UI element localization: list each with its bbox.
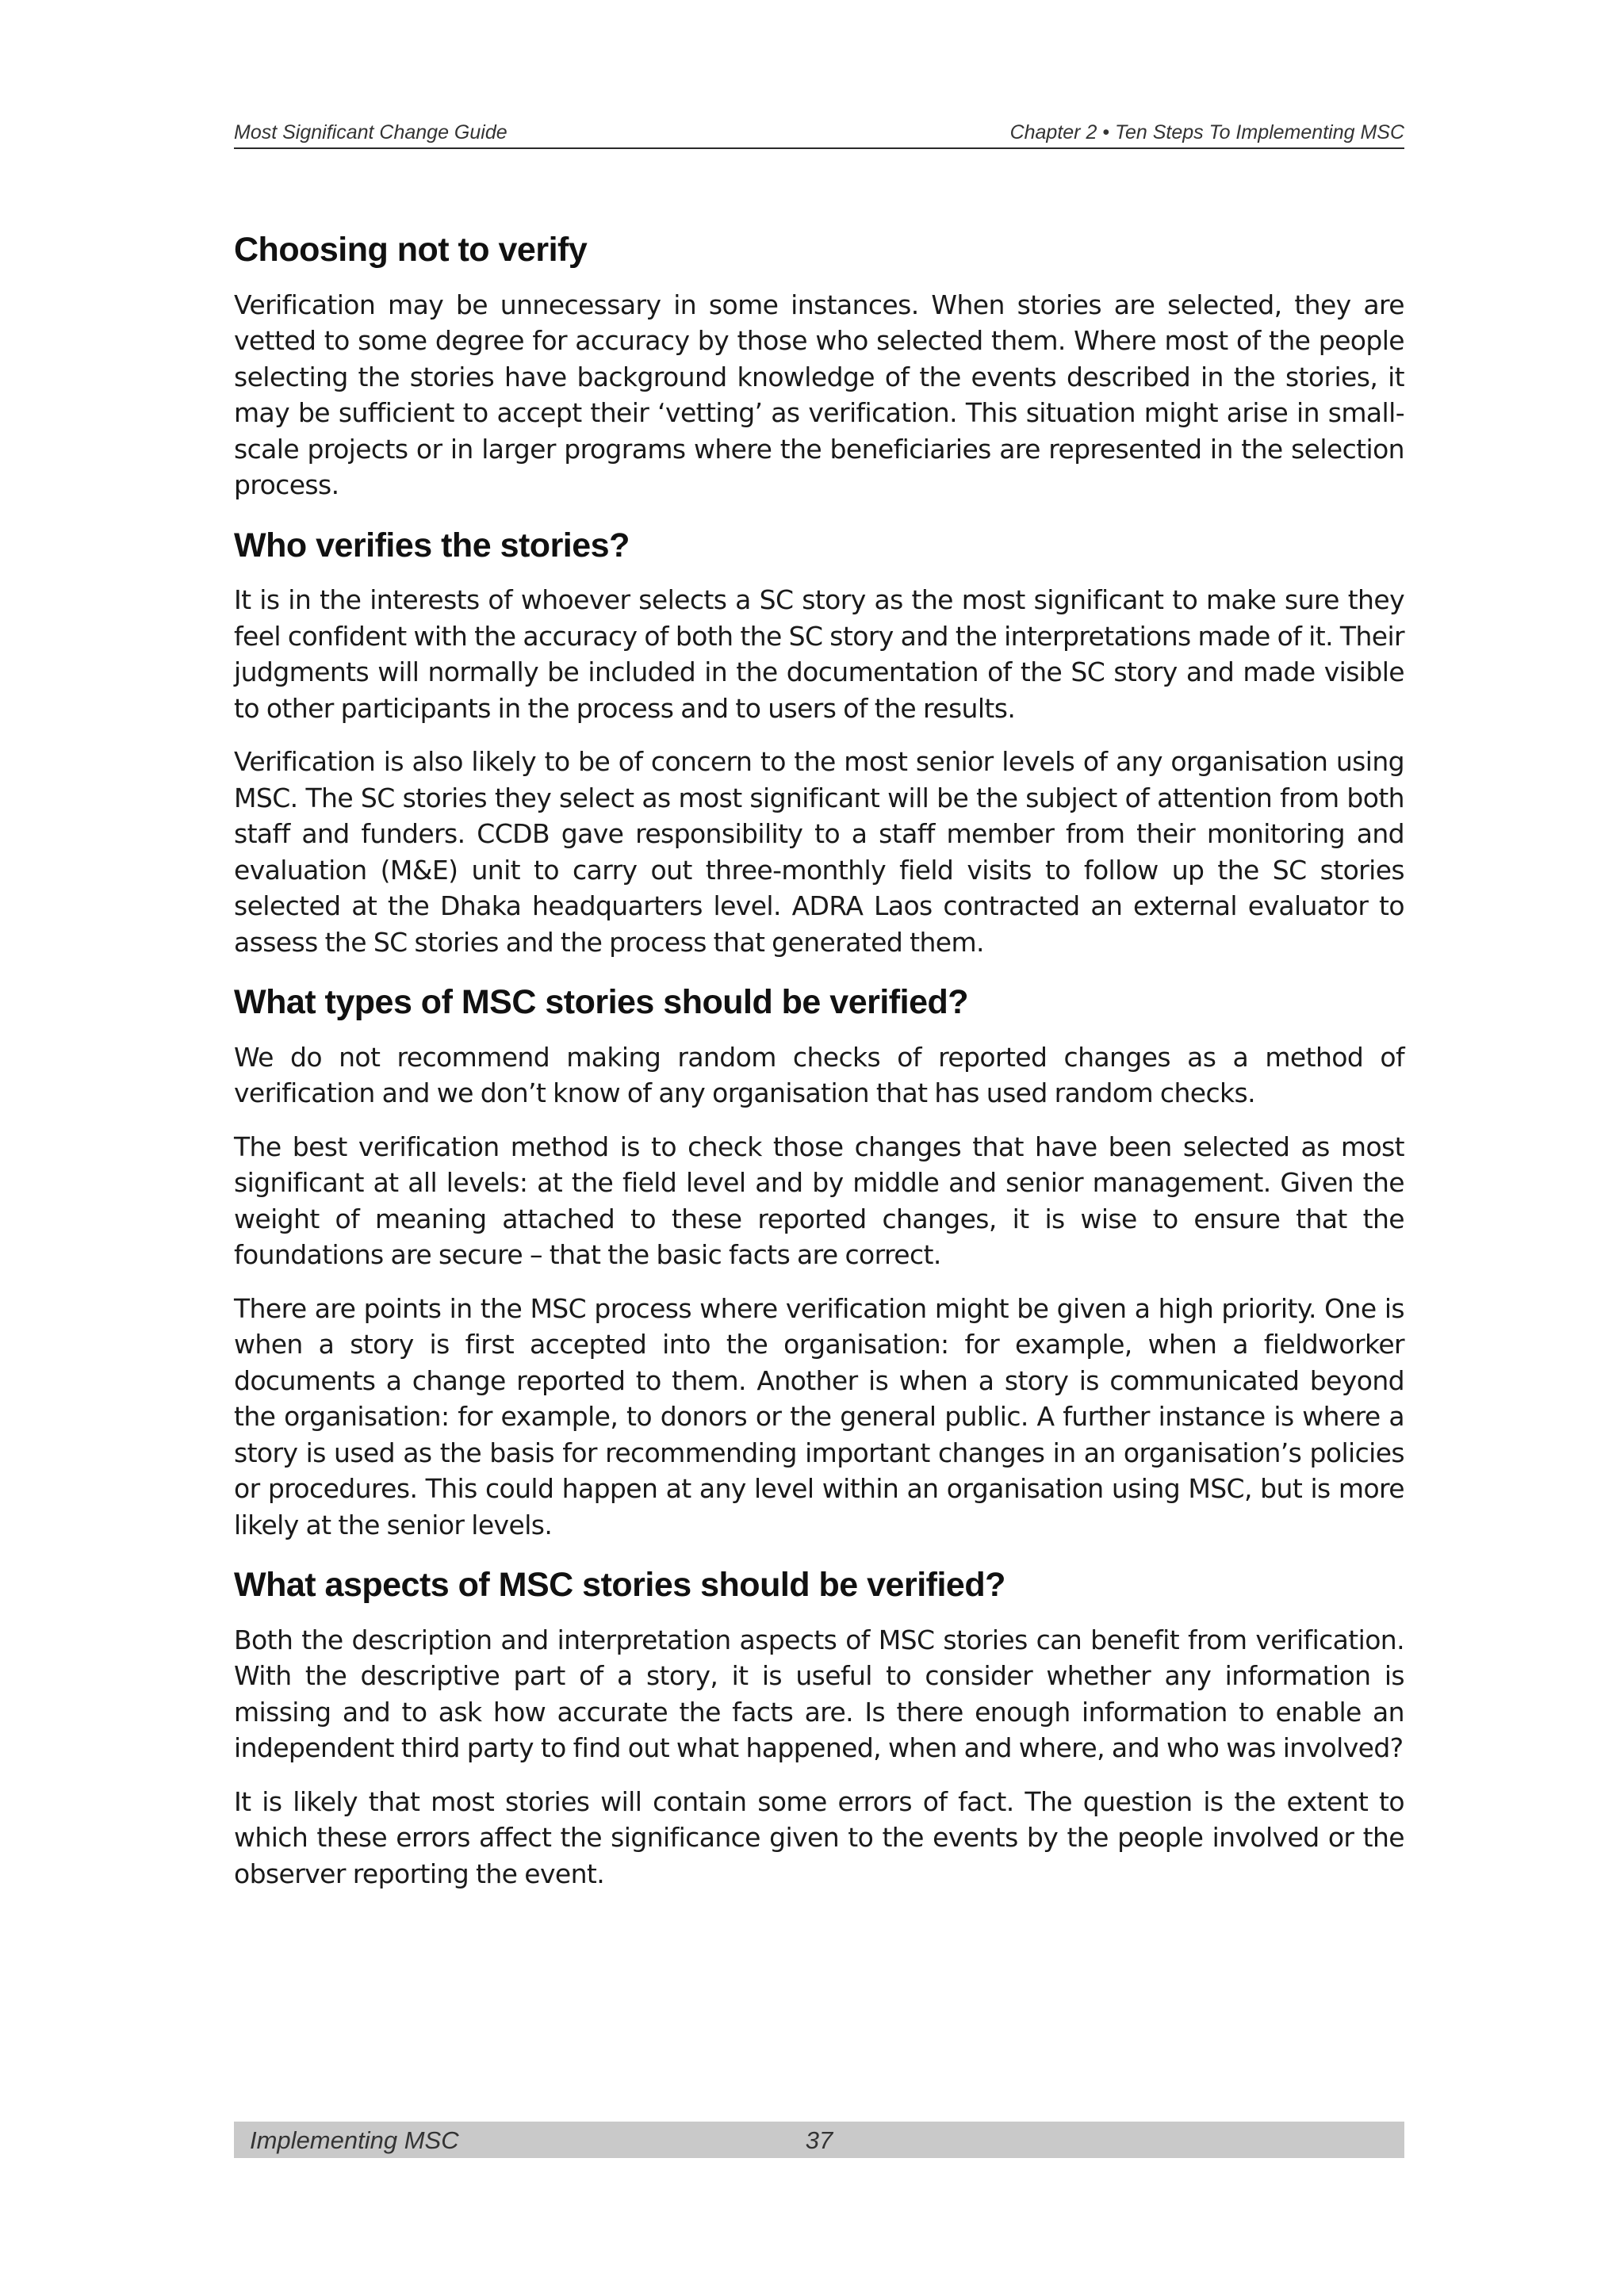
footer-bar: [234, 2122, 1404, 2158]
header-guide-title: Most Significant Change Guide: [234, 121, 508, 144]
paragraph: The best verification method is to check those changes that have been selected as most significant at all levels: at the field level and by middle and senior management. Given the weight of meaning attached to these reported changes, it is wise to ensure that the foundations are secure – that the basic facts are correct.: [234, 1131, 1404, 1271]
section-what-aspects: [234, 1565, 1404, 1892]
paragraph: Both the description and interpretation aspects of MSC stories can benefit from verification. With the descriptive part of a story, it is useful to consider whether any information is missing and to ask how accurate the facts are. Is there enough information to enable an independent third party to find out what happened, when and where, and who was involved?: [234, 1624, 1404, 1764]
document-page: [234, 0, 1404, 2296]
section-what-types: [234, 982, 1404, 1543]
paragraph: There are points in the MSC process where verification might be given a high priority. One is when a story is first accepted into the organisation: for example, when a fieldworker documents a change reported to them. Another is when a story is communicated beyond the organisation: for example, to donors or the general public. A further instance is where a story is used as the basis for recommending important changes in an organisation’s policies or procedures. This could happen at any level within an organisation using MSC, but is more likely at the senior levels.: [234, 1292, 1404, 1540]
page-number: 37: [805, 2126, 833, 2154]
page-content: [234, 230, 1404, 1909]
paragraph: It is in the interests of whoever selects a SC story as the most significant to make sure they feel confident with the accuracy of both the SC story and the interpretations made of it. Their judgments will normally be included in the documentation of the SC story and made visible to other participants in the process and to users of the results.: [234, 584, 1404, 724]
section-who-verifies: [234, 526, 1404, 961]
section-heading: What types of MSC stories should be verified?: [234, 983, 969, 1022]
section-heading: Choosing not to verify: [234, 231, 588, 269]
section-heading: Who verifies the stories?: [234, 526, 630, 564]
header-chapter-title: Chapter 2 • Ten Steps To Implementing MSC: [1009, 121, 1404, 144]
paragraph: It is likely that most stories will contain some errors of fact. The question is the extent to which these errors affect the significance given to the events by the people involved or the observer reporting the event.: [234, 1785, 1404, 1889]
section-heading: What aspects of MSC stories should be verified?: [234, 1566, 1005, 1605]
footer-section-title: Implementing MSC: [250, 2126, 459, 2154]
section-choosing-not-to-verify: [234, 230, 1404, 503]
paragraph: We do not recommend making random checks of reported changes as a method of verification and we don’t know of any organisation that has used random checks.: [234, 1041, 1404, 1109]
running-header: [234, 116, 1404, 149]
paragraph: Verification is also likely to be of concern to the most senior levels of any organisation using MSC. The SC stories they select as most significant will be the subject of attention from both staff and funders. CCDB gave responsibility to a staff member from their monitoring and evaluation (M&E) unit to carry out three-monthly field visits to follow up the SC stories selected at the Dhaka headquarters level. ADRA Laos contracted an external evaluator to assess the SC stories and the process that generated them.: [234, 746, 1404, 958]
paragraph: Verification may be unnecessary in some instances. When stories are selected, they are vetted to some degree for accuracy by those who selected them. Where most of the people selecting the stories have background knowledge of the events described in the stories, it may be sufficient to accept their ‘vetting’ as verification. This situation might arise in small-scale projects or in larger programs where the beneficiaries are represented in the selection process.: [234, 289, 1404, 501]
